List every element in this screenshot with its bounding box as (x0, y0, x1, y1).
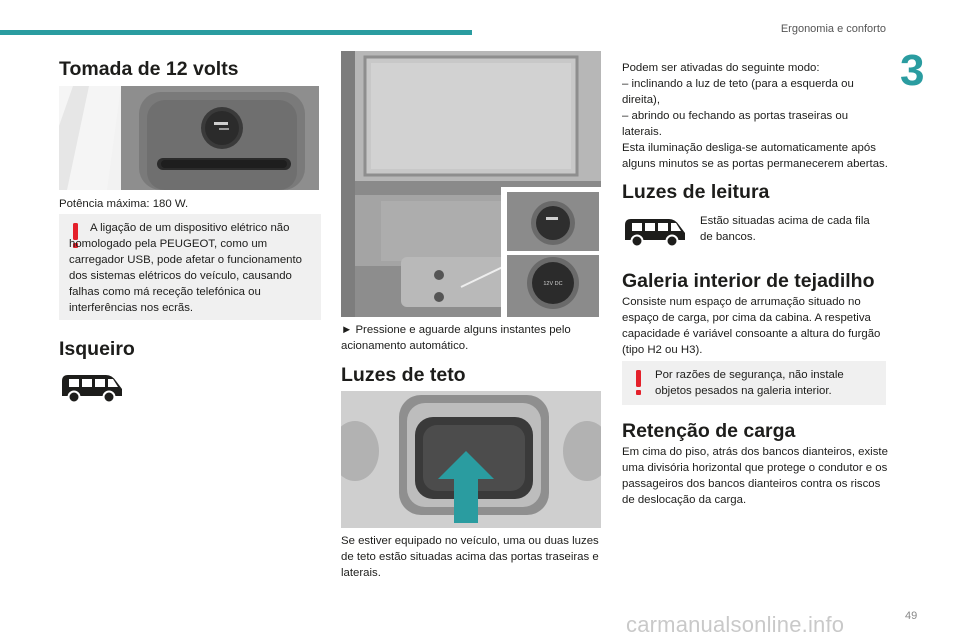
warning-box-gallery (622, 361, 886, 405)
lighter-photo (341, 51, 601, 317)
heading-reading-lights: Luzes de leitura (622, 181, 770, 203)
ceiling-lights-activation: Podem ser ativadas do seguinte modo: – inclinando a luz de teto (para a esquerda ou direita), – abrindo ou fechando as portas traseiras ou laterais. Esta iluminação desliga-se automaticamente após alguns minutos se as portas permanecerem abertas. (622, 62, 888, 170)
ceiling-lights-text: Se estiver equipado no veículo, uma ou duas luzes de teto estão situadas acima das portas traseiras e laterais. (341, 535, 599, 579)
ceiling-light-photo (341, 391, 601, 528)
socket-12v-photo (59, 86, 319, 190)
warning-box-socket (59, 214, 321, 320)
van-icon (622, 216, 688, 248)
watermark: carmanualsonline.info (626, 612, 845, 637)
warning-exclamation-icon (633, 369, 645, 397)
heading-ceiling-lights: Luzes de teto (341, 364, 466, 386)
reading-lights-text: Estão situadas acima de cada fila de bancos. (700, 215, 870, 243)
load-retention-text: Em cima do piso, atrás dos bancos dianteiros, existe uma divisória horizontal que protege o condutor e os passageiros dos bancos dianteiros contra os riscos de deslocação da carga. (622, 446, 888, 506)
socket-12v-illustration (59, 86, 319, 190)
socket-label: 12V DC (543, 281, 563, 287)
roof-gallery-text: Consiste num espaço de arrumação situado no espaço de carga, por cima da cabina. A respetiva capacidade é variável consoante a altura do furgão (tipo H2 ou H3). (622, 296, 881, 356)
socket-power-text: Potência máxima: 180 W. (59, 198, 189, 210)
chapter-number: 3 (900, 46, 925, 95)
warning-text-gallery: Por razões de segurança, não instale objetos pesados na galeria interior. (655, 369, 844, 397)
heading-socket-12v: Tomada de 12 volts (59, 58, 239, 80)
van-icon (59, 372, 125, 404)
ceiling-light-illustration (341, 391, 601, 528)
heading-roof-gallery: Galeria interior de tejadilho (622, 270, 875, 292)
heading-lighter: Isqueiro (59, 338, 135, 360)
lighter-instruction: ► Pressione e aguarde alguns instantes pelo acionamento automático. (341, 324, 571, 352)
section-title: Ergonomia e conforto (780, 23, 886, 35)
warning-text-socket: A ligação de um dispositivo elétrico não homologado pela PEUGEOT, como um carregador USB, pode afetar o funcionamento dos sistemas elétricos do veículo, causando falhas como má receção telefónica ou interferências nos ecrãs. (69, 222, 303, 314)
cab-interior-illustration (341, 51, 601, 317)
page-number: 49 (905, 610, 918, 622)
header-accent-bar (0, 30, 472, 35)
heading-load-retention: Retenção de carga (622, 420, 796, 442)
